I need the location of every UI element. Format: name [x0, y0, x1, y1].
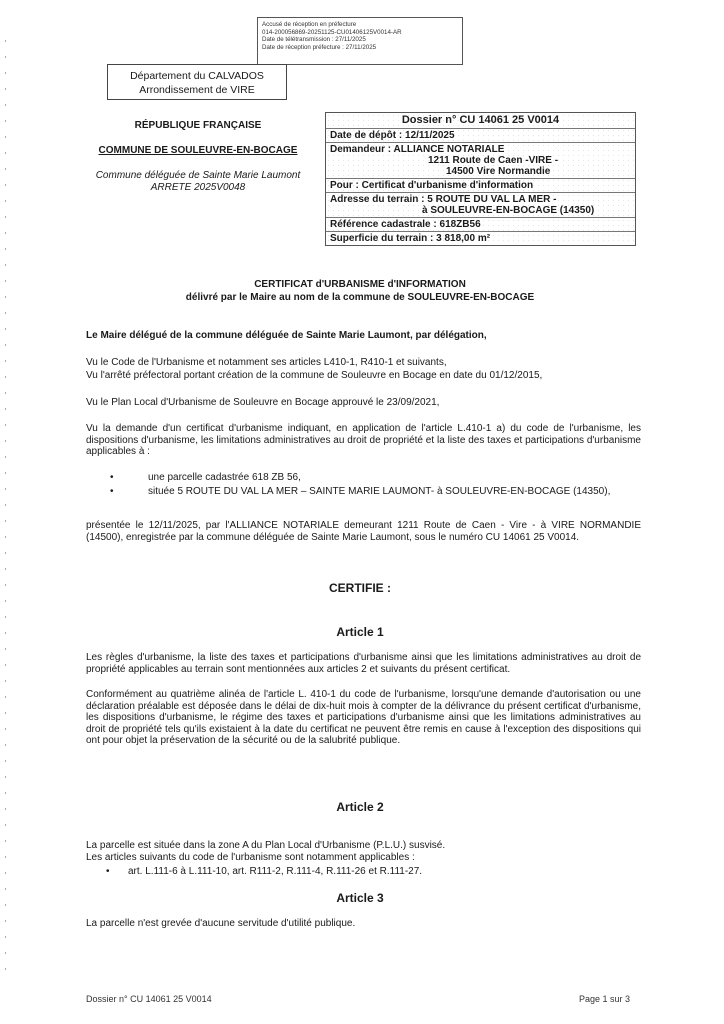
- vu-code: Vu le Code de l'Urbanisme et notamment ses articles L410-1, R410-1 et suivants,: [86, 357, 447, 368]
- arrete-number: ARRETE 2025V0048: [150, 182, 246, 193]
- department-box: [107, 64, 287, 100]
- certifie-heading: CERTIFIE :: [329, 581, 391, 595]
- article-1-title: Article 1: [336, 625, 384, 639]
- demandeur-address-2: 14500 Vire Normandie: [446, 166, 551, 177]
- adresse-terrain-2: à SOULEUVRE-EN-BOCAGE (14350): [422, 205, 595, 216]
- article-2-title: Article 2: [336, 800, 384, 814]
- bullet-text: située 5 ROUTE DU VAL LA MER – SAINTE MARIE LAUMONT- à SOULEUVRE-EN-BOCAGE (14350),: [148, 486, 611, 497]
- reference-cadastrale: Référence cadastrale : 618ZB56: [326, 218, 635, 232]
- article-2-p2: Les articles suivants du code de l'urbanisme sont notamment applicables :: [86, 852, 415, 863]
- bullet-dot: •: [106, 866, 110, 877]
- demandeur-address-1: 1211 Route de Caen -VIRE -: [428, 155, 559, 166]
- stamp-line: Date de télétransmission : 27/11/2025: [262, 36, 366, 44]
- article-2-p1: La parcelle est située dans la zone A du Plan Local d'Urbanisme (P.L.U.) susvisé.: [86, 840, 446, 851]
- department-line: Arrondissement de VIRE: [139, 84, 255, 96]
- article-3-p1: La parcelle n'est grevée d'aucune servitude d'utilité publique.: [86, 918, 356, 929]
- vu-demande: Vu la demande d'un certificat d'urbanisme indiquant, en application de l'article L.410-1 a) du code de l'urbanisme, les dispositions d'urbanisme, les limitations administratives au droit de propriété et la liste des taxes et participations d'urbanisme applicables à :: [86, 423, 641, 458]
- adresse-block: [326, 193, 635, 218]
- adresse-terrain: Adresse du terrain : 5 ROUTE DU VAL LA MER -: [330, 194, 557, 205]
- vu-plu: Vu le Plan Local d'Urbanisme de Souleuvre en Bocage approuvé le 23/09/2021,: [86, 397, 440, 408]
- department-line: Département du CALVADOS: [130, 70, 264, 82]
- stamp-line: Date de réception préfecture : 27/11/2025: [262, 43, 377, 51]
- certificate-title: CERTIFICAT d'URBANISME d'INFORMATION: [254, 279, 466, 290]
- margin-dash-line: [5, 40, 6, 980]
- presentee-paragraph: présentée le 12/11/2025, par l'ALLIANCE NOTARIALE demeurant 1211 Route de Caen - Vire - à VIRE NORMANDIE (14500), enregistrée par la commune déléguée de Sainte Marie Laumont, sous le numéro CU 14061 25 V0014.: [86, 520, 641, 543]
- republic-heading: RÉPUBLIQUE FRANÇAISE: [134, 120, 262, 131]
- commune-heading: COMMUNE DE SOULEUVRE-EN-BOCAGE: [98, 145, 298, 156]
- reception-stamp: [257, 17, 463, 65]
- dossier-box: [325, 112, 636, 246]
- bullet-text: art. L.111-6 à L.111-10, art. R111-2, R.111-4, R.111-26 et R.111-27.: [128, 866, 423, 877]
- delegated-commune: Commune déléguée de Sainte Marie Laumont: [95, 170, 301, 181]
- stamp-line: 014-200056869-20251125-CU01406125V0014-AR: [262, 28, 402, 36]
- intro-line: Le Maire délégué de la commune déléguée de Sainte Marie Laumont, par délégation,: [86, 330, 487, 341]
- footer-page: Page 1 sur 3: [579, 994, 631, 1004]
- demandeur-block: [326, 143, 635, 179]
- date-depot: Date de dépôt : 12/11/2025: [326, 129, 635, 143]
- superficie: Superficie du terrain : 3 818,00 m²: [330, 233, 491, 244]
- demandeur: Demandeur : ALLIANCE NOTARIALE: [330, 144, 505, 155]
- bullet-dot: •: [110, 486, 114, 497]
- pour: Pour : Certificat d'urbanisme d'information: [326, 179, 635, 193]
- footer-dossier: Dossier n° CU 14061 25 V0014: [86, 994, 212, 1004]
- article-3-title: Article 3: [336, 891, 384, 905]
- bullet-dot: •: [110, 472, 114, 483]
- article-1-p1: Les règles d'urbanisme, la liste des taxes et participations d'urbanisme ainsi que les limitations administratives au droit de propriété applicables au terrain sont mentionnées aux articles 2 et suivants du présent certificat.: [86, 652, 641, 675]
- stamp-line: Accusé de réception en préfecture: [262, 21, 357, 28]
- vu-arrete: Vu l'arrêté préfectoral portant création de la commune de Souleuvre en Bocage en date du 01/12/2015,: [86, 370, 543, 381]
- bullet-text: une parcelle cadastrée 618 ZB 56,: [148, 472, 301, 483]
- dossier-title: Dossier n° CU 14061 25 V0014: [326, 113, 635, 129]
- certificate-subtitle: délivré par le Maire au nom de la commune de SOULEUVRE-EN-BOCAGE: [185, 292, 535, 303]
- article-1-p2: Conformément au quatrième alinéa de l'article L. 410-1 du code de l'urbanisme, lorsqu'une demande d'autorisation ou une déclaration préalable est déposée dans le délai de dix-huit mois à compter de la délivrance du présent certificat d'urbanisme, les dispositions d'urbanisme, le régime des taxes et participations d'urbanisme ainsi que les limitations administratives au droit de propriété tels qu'ils existaient à la date du certificat ne peuvent être remis en cause à l'exception des dispositions qui ont pour objet la préservation de la sécurité ou de la salubrité publique.: [86, 689, 641, 747]
